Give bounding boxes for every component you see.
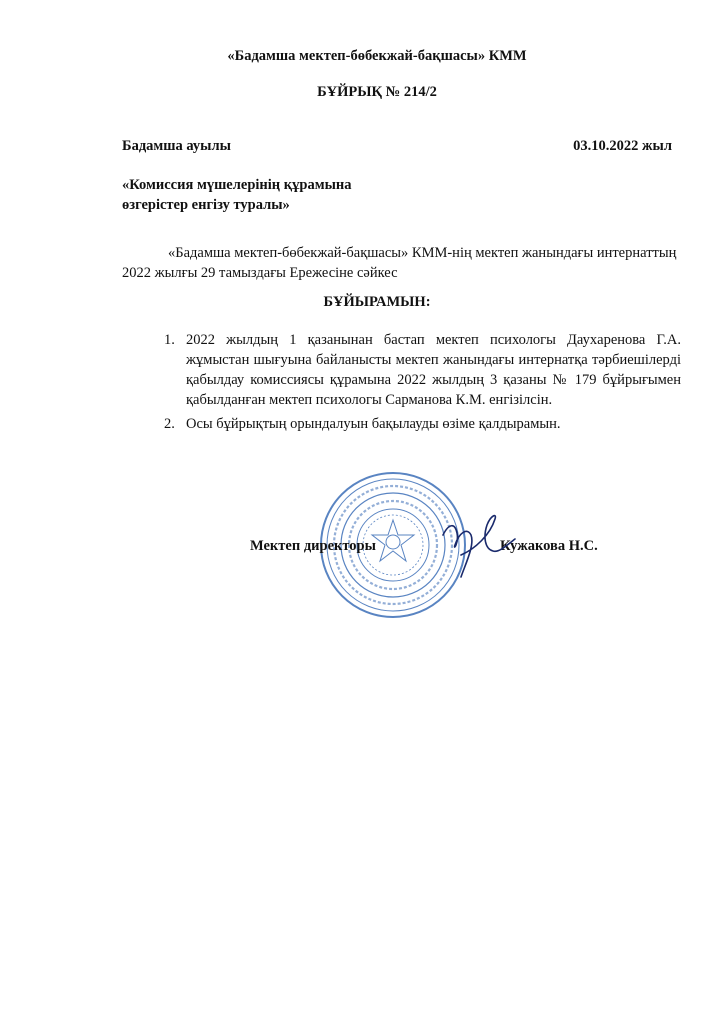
- item-text: 2022 жылдың 1 қазанынан бастап мектеп психологы Дауxаренова Г.А. жұмыстан шығуына байланысты мектеп жанындағы интернатқа тәрбиешілерді қабылдау комиссиясы құрамына 2022 жылдың 3 қазаны № 179 бұйрығымен қабылданған мектеп психологы Сарманова К.М. енгізілсін.: [186, 332, 681, 408]
- list-item: [164, 330, 681, 410]
- order-subject: [122, 175, 442, 215]
- order-items-list: [164, 330, 681, 438]
- item-number: 2.: [164, 416, 175, 432]
- organization-title: «Бадамша мектеп-бөбекжай-бақшасы» КММ: [227, 48, 527, 64]
- subject-line-1: «Комиссия мүшелерінің құрамына: [122, 177, 352, 193]
- subject-line-2: өзгерістер енгізу туралы»: [122, 197, 290, 213]
- command-heading: БҰЙЫРАМЫН:: [323, 294, 431, 310]
- item-number: 1.: [164, 332, 175, 348]
- signatory-title: Мектеп директоры: [250, 538, 376, 554]
- preamble-paragraph: «Бадамша мектеп-бөбекжай-бақшасы» КММ-нің мектеп жанындағы интернаттың 2022 жылғы 29 тамыздағы Ережесіне сәйкес: [122, 245, 677, 281]
- place-label: Бадамша ауылы: [122, 138, 231, 154]
- signatory-name: Кужакова Н.С.: [500, 538, 598, 554]
- order-number: БҰЙРЫҚ № 214/2: [317, 84, 437, 100]
- date-label: 03.10.2022 жыл: [573, 138, 672, 154]
- item-text: Осы бұйрықтың орындалуын бақылауды өзіме қалдырамын.: [186, 416, 561, 432]
- handwritten-signature-icon: [435, 505, 525, 585]
- list-item: [164, 414, 681, 434]
